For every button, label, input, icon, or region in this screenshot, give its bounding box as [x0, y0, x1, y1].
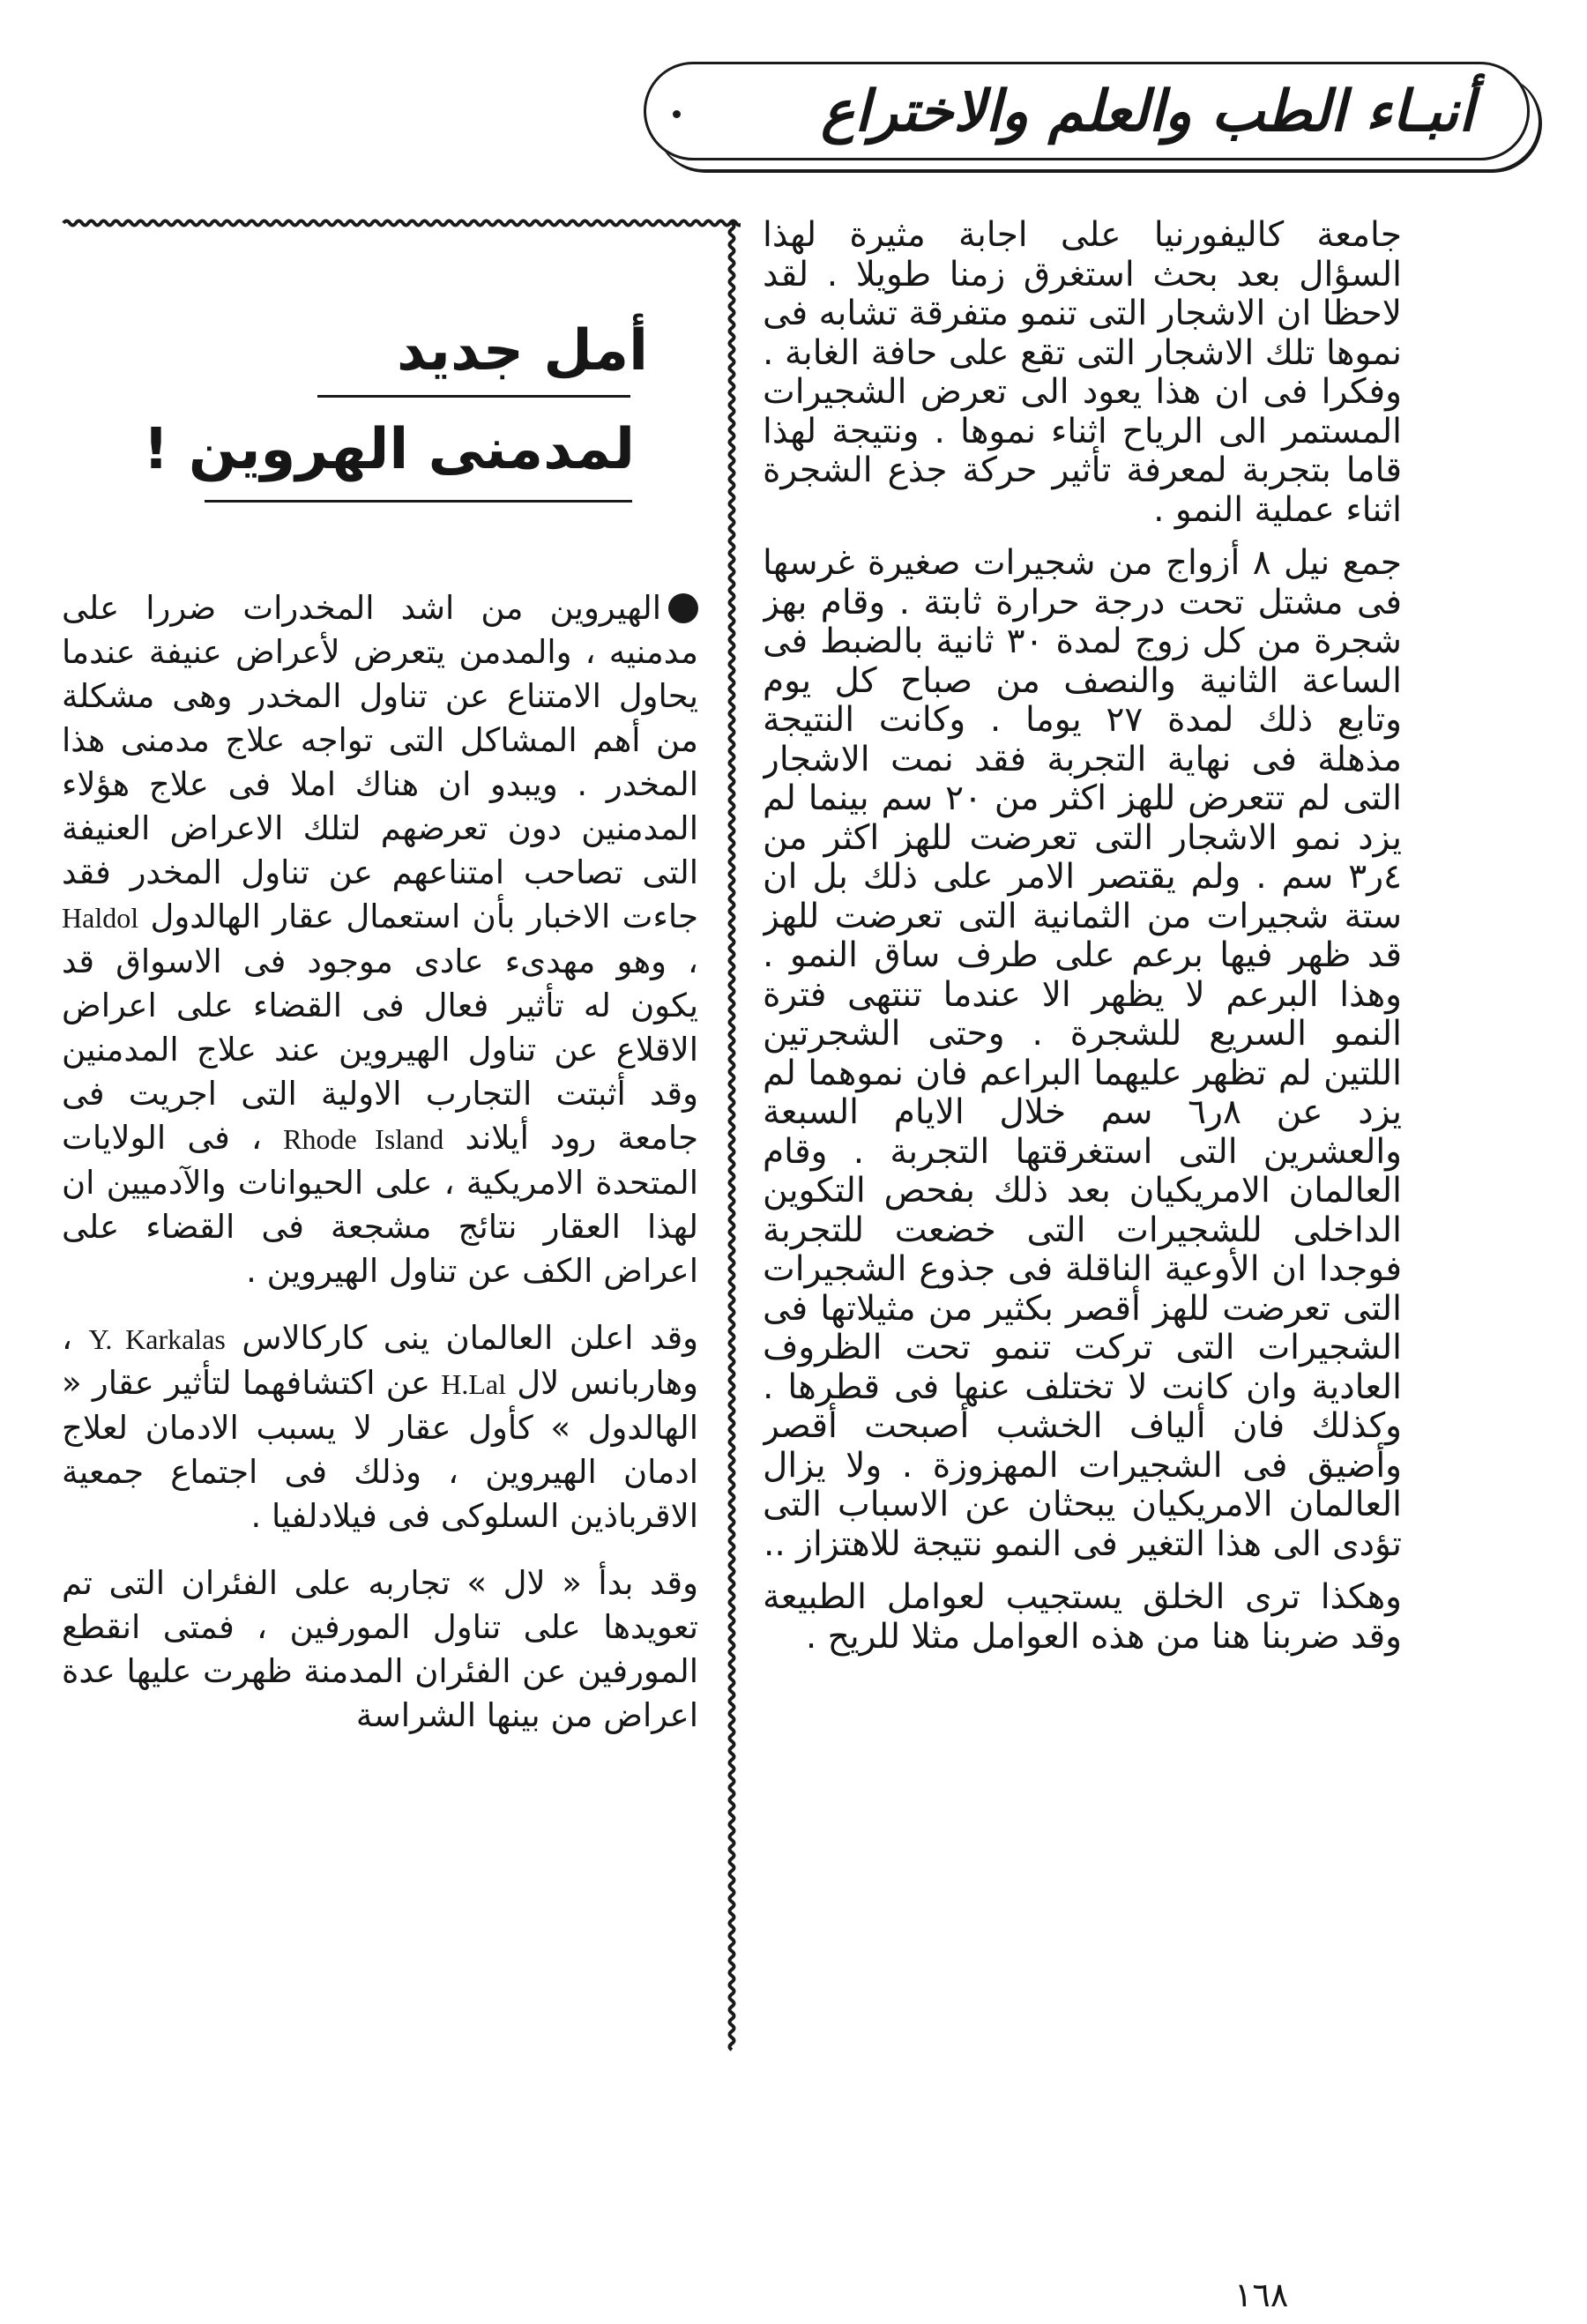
text-run: وقد اعلن العالمان ينى كاركالاس	[242, 1319, 698, 1357]
ornament-dot	[673, 110, 681, 118]
text-run: ، وهاربانس لال	[62, 1319, 698, 1402]
sidebar-paragraph: وقد بدأ « لال » تجاربه على الفئران التى تم تعويدها على تناول المورفين ، فمتى انقطع المورفين عن الفئران المدمنة ظهرت عليها عدة اعراض من بينها الشراسة	[62, 1564, 698, 1734]
sidebar-box	[62, 216, 741, 2052]
article-paragraph: جمع نيل ٨ أزواج من شجيرات صغيرة غرسها فى مشتل تحت درجة حرارة ثابتة . وقام بهز شجرة من كل زوج لمدة ٣٠ ثانية بالضبط فى الساعة الثانية والنصف من صباح كل يوم وتابع ذلك لمدة ٢٧ يوما . وكانت النتيجة مذهلة فى نهاية التجربة فقد نمت الاشجار التى لم تتعرض للهز اكثر من ٢٠ سم بينما لم يزد نمو الاشجار التى تعرضت للهز اكثر من ٤ر٣ سم . ولم يقتصر الامر على ذلك بل ان ستة شجيرات من الثمانية التى تعرضت للهز قد ظهر فيها برعم على طرف ساق النمو . وهذا البرعم لا يظهر الا عندما تنتهى فترة النمو السريع للشجرة . وحتى الشجرتين اللتين لم تظهر عليهما البراعم فان نموهما لم يزد عن ٨ر٦ سم خلال الايام السبعة والعشرين التى استغرقتها التجربة . وقام العالمان الامريكيان بعد ذلك بفحص التكوين الداخلى للشجيرات التى خضعت للتجربة فوجدا ان الأوعية الناقلة فى جذوع الشجيرات التى تعرضت للهز أقصر بكثير من مثيلاتها فى الشجيرات التى تركت تنمو تحت الظروف العادية وان كانت لا تختلف عنها فى قطرها . وكذلك فان ألياف الخشب أصبحت أقصر وأضيق فى الشجيرات المهزوزة . ولا يزال العالمان الامريكيان يبحثان عن الاسباب التى تؤدى الى هذا التغير فى النمو نتيجة للاهتزاز ..	[763, 543, 1402, 1564]
article-paragraph: جامعة كاليفورنيا على اجابة مثيرة لهذا السؤال بعد بحث استغرق زمنا طويلا . لقد لاحظا ان الاشجار التى تنمو متفرقة تشابه فى نموها تلك الاشجار التى تقع على حافة الغابة . وفكرا فى ان هذا يعود الى تعرض الشجيرات المستمر الى الرياح اثناء نموها . ونتيجة لهذا قاما بتجربة لمعرفة تأثير حركة جذع الشجرة اثناء عملية النمو .	[763, 216, 1402, 530]
sidebar-paragraph	[62, 1316, 698, 1538]
article-paragraph: وهكذا ترى الخلق يستجيب لعوامل الطبيعة وقد ضربنا هنا من هذه العوامل مثلا للريح .	[763, 1577, 1402, 1657]
sidebar-paragraph	[62, 586, 698, 1293]
sidebar-headline-line1: أمل جديد	[396, 318, 648, 384]
bullet-icon	[668, 593, 698, 623]
section-title: أنبـاء الطب والعلم والاختراع	[821, 78, 1474, 145]
latin-term: Rhode Island	[283, 1123, 444, 1155]
headline-rule	[317, 395, 630, 398]
section-header-banner	[644, 62, 1530, 160]
page-number: ١٦٨	[1234, 2276, 1289, 2314]
text-run: ، فى الولايات المتحدة الامريكية ، على الحيوانات والآدميين ان لهذا العقار نتائج مشجعة فى القضاء على اعراض الكف عن تناول الهيروين .	[62, 1119, 698, 1290]
main-article-column	[763, 216, 1402, 2226]
latin-term: Haldol	[62, 902, 139, 934]
sidebar-body	[62, 586, 698, 2006]
headline-rule	[205, 500, 632, 503]
sidebar-headline-line2: لمدمنى الهروين !	[143, 417, 635, 482]
text-run: الهيروين من اشد المخدرات ضررا على مدمنيه ، والمدمن يتعرض لأعراض عنيفة عندما يحاول الامتناع عن تناول المخدر وهى مشكلة من أهم المشاكل التى تواجه علاج مدمنى هذا المخدر . ويبدو ان هناك املا فى علاج هؤلاء المدمنين دون تعرضهم لتلك الاعراض العنيفة التى تصاحب امتناعهم عن تناول المخدر فقد جاءت الاخبار بأن استعمال عقار الهالدول	[62, 589, 698, 935]
latin-term: Y. Karkalas	[88, 1323, 226, 1355]
text-run: ، وهو مهدىء عادى موجود فى الاسواق قد يكون له تأثير فعال فى القضاء على اعراض الاقلاع عن تناول الهيروين عند علاج المدمنين وقد أثبتت التجارب الاولية التى اجريت فى جامعة رود أيلاند	[62, 942, 698, 1157]
latin-term: H.Lal	[441, 1368, 507, 1400]
text-run: عن اكتشافهما لتأثير عقار « الهالدول » كأول عقار لا يسبب الادمان لعلاج ادمان الهيروين ، وذلك فى اجتماع جمعية الاقرباذين السلوكى فى فيلادلفيا .	[62, 1364, 698, 1535]
